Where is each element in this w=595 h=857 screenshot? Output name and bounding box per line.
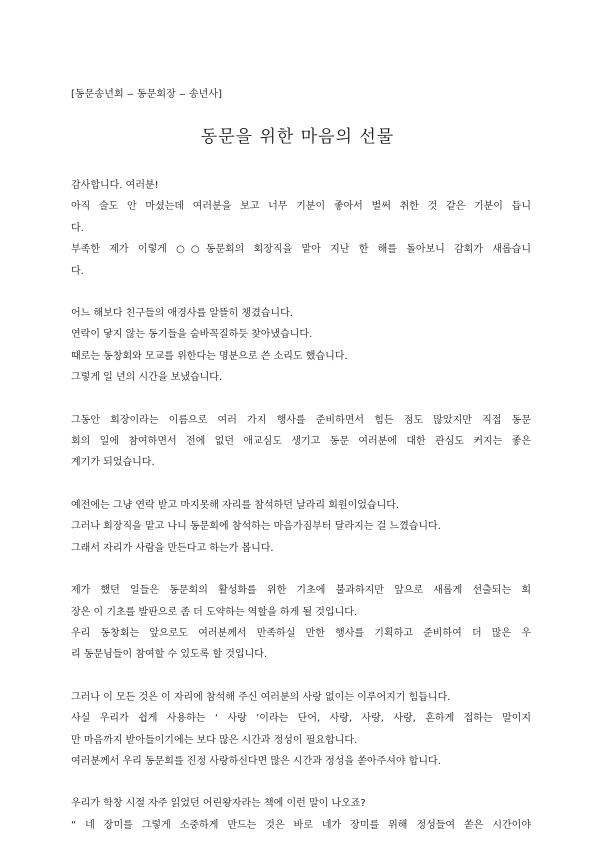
text-line: 리 동문님들이 참여할 수 있도록 할 것입니다.	[71, 649, 268, 661]
text-line: 예전에는 그냥 연락 받고 마지못해 자리를 참석하던 날라리 회원이었습니다.	[71, 499, 400, 511]
text-line: 계기가 되었습니다.	[71, 457, 155, 469]
text-line: 제가 했던 일들은 동문회의 활성화를 위한 기초에 불과하지만 앞으로 새롭게 선출되는 회	[71, 585, 531, 597]
text-line: 그동안 회장이라는 이름으로 여러 가지 행사를 준비하면서 힘든 점도 많았지만 직접 동문	[71, 414, 531, 426]
paragraph	[71, 410, 531, 474]
text-line: 다.	[71, 222, 84, 234]
text-line: 장은 이 기초를 발판으로 좀 더 도약하는 역할을 하게 될 것입니다.	[71, 606, 358, 618]
text-line: 여러분께서 우리 동문회를 진정 사랑하신다면 많은 시간과 정성을 쏟아주셔야 합니다.	[71, 755, 441, 767]
text-line: 그러나 회장직을 맡고 나니 동문회에 참석하는 마음가짐부터 달라지는 걸 느꼈습니다.	[71, 521, 441, 533]
document-body	[71, 175, 531, 857]
text-line: 감사합니다. 여러분!	[71, 180, 159, 191]
paragraph	[71, 495, 531, 559]
text-line: 그러나 이 모든 것은 이 자리에 참석해 주신 여러분의 사랑 없이는 이루어지기 힘듭니다.	[71, 691, 451, 703]
text-line: 회의 일에 참여하면서 전에 없던 애교심도 생기고 동문 여러분에 대한 관심도 커지는 좋은	[71, 436, 531, 448]
paragraph	[71, 175, 531, 282]
text-line: 만 마음까지 받아들이기에는 보다 많은 시간과 정성이 필요합니다.	[71, 734, 358, 746]
paragraph	[71, 687, 531, 773]
document-title: 동문을 위한 마음의 선물	[200, 127, 395, 147]
paragraph	[71, 793, 531, 836]
text-line: 연락이 닿지 않는 동기들을 숨바꼭질하듯 찾아냈습니다.	[71, 329, 313, 341]
text-line: 아직 술도 안 마셨는데 여러분을 보고 너무 기분이 좋아서 벌써 취한 것 같은 기분이 듭니	[71, 201, 531, 213]
paragraph	[71, 580, 531, 666]
text-line: 그래서 자리가 사람을 만든다고 하는가 봅니다.	[71, 542, 274, 554]
text-line: “ 네 장미를 그렇게 소중하게 만드는 것은 바로 네가 장미를 위해 정성들여 쏟은 시간이야	[71, 819, 531, 831]
text-line: 부족한 제가 이렇게 ○○동문회의 회장직을 맡아 지난 한 해를 돌아보니 감회가 새롭습니	[71, 244, 531, 256]
text-line: 우리 동창회는 앞으로도 여러분께서 만족하실 만한 행사를 기획하고 준비하여 더 많은 우	[71, 627, 531, 639]
text-line: 그렇게 일 년의 시간을 보냈습니다.	[71, 372, 223, 384]
text-line: 우리가 학창 시절 자주 읽었던 어린왕자라는 책에 이런 말이 나오죠?	[71, 798, 366, 810]
text-line: 때로는 동창회와 모교를 위한다는 명분으로 쓴 소리도 했습니다.	[71, 350, 348, 362]
document-category: [동문송년회 ‒ 동문회장 ‒ 송년사]	[71, 89, 223, 100]
text-line: 어느 해보다 친구들의 애경사를 알뜰히 챙겼습니다.	[71, 308, 293, 320]
paragraph	[71, 303, 531, 389]
text-line: 사실 우리가 쉽게 사용하는 ‘ 사랑 ’이라는 단어, 사랑, 사랑, 사랑, 흔하게 접하는 말이지	[71, 713, 531, 725]
text-line: 다.	[71, 265, 84, 277]
